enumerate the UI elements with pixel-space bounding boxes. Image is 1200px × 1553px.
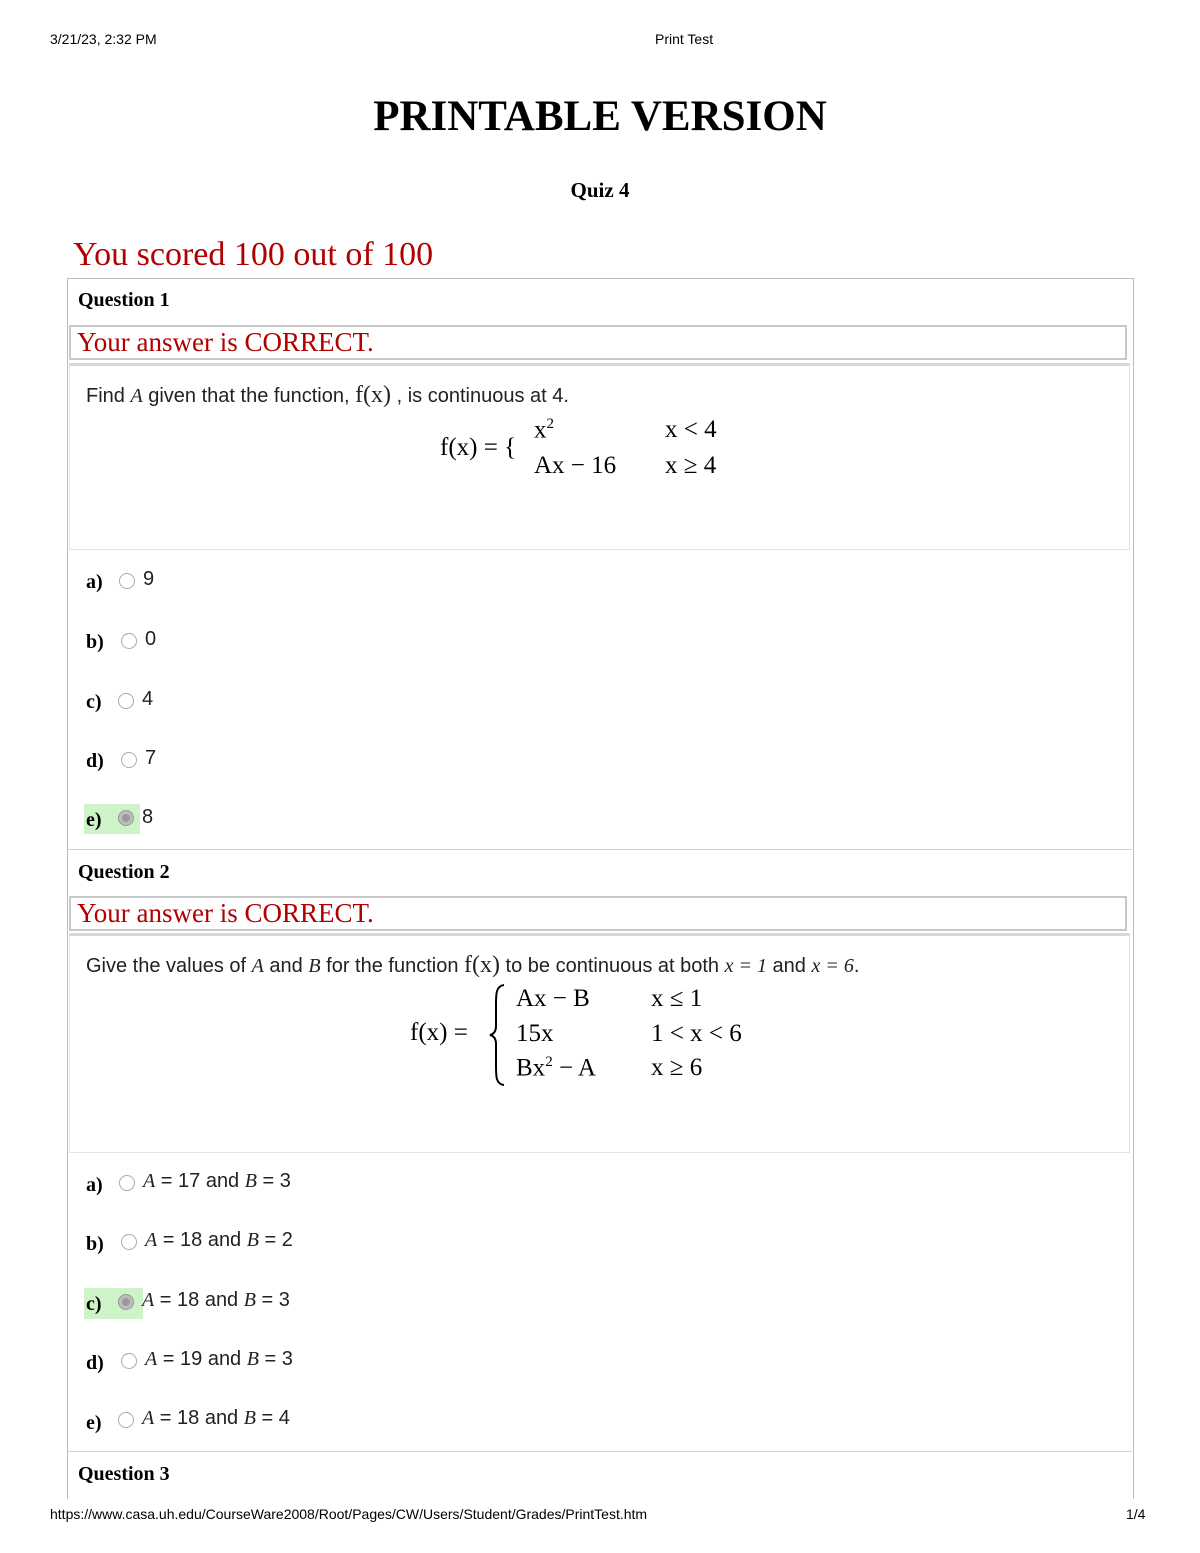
question-1-formula-lhs: f(x) = { [440, 434, 517, 461]
question-1-case-1-cond: x < 4 [665, 416, 717, 443]
q1-option-b-text: 0 [145, 628, 157, 650]
print-page-title: Print Test [655, 31, 714, 47]
page-title: PRINTABLE VERSION [373, 93, 827, 140]
print-page-number: 1/4 [1126, 1506, 1146, 1522]
q1-option-c-radio[interactable] [118, 693, 134, 709]
question-2-case-3-cond: x ≥ 6 [651, 1054, 703, 1081]
question-2-case-1-cond: x ≤ 1 [651, 985, 703, 1012]
q1-option-e-radio[interactable] [118, 810, 134, 826]
q2-option-a-radio[interactable] [119, 1175, 135, 1191]
q1-option-d-text: 7 [145, 747, 157, 769]
q2-option-e-text: A = 18 and B = 4 [142, 1407, 290, 1429]
q2-option-c-radio[interactable] [118, 1294, 134, 1310]
left-brace-icon [487, 982, 509, 1088]
question-2-case-3-expr: $Bx^2 - A$ [516, 1054, 596, 1082]
q2-option-e-radio[interactable] [118, 1412, 134, 1428]
question-1-case-2-expr: Ax − 16 [534, 452, 617, 479]
q1-option-c-letter: c) [86, 691, 102, 713]
q2-option-b-text: A = 18 and B = 2 [145, 1229, 293, 1251]
q1-option-e-text: 8 [142, 806, 154, 828]
print-datetime: 3/21/23, 2:32 PM [50, 31, 157, 47]
q1-option-a-text: 9 [143, 568, 155, 590]
q2-option-d-letter: d) [86, 1352, 104, 1374]
question-1-stem: Find A given that the function, f(x) , is continuous at 4. [86, 382, 569, 408]
question-divider [68, 1451, 1132, 1452]
question-1-title: Question 1 [78, 289, 170, 311]
q2-option-c-letter: c) [86, 1293, 102, 1315]
question-divider [68, 849, 1132, 850]
question-3-title: Question 3 [78, 1463, 170, 1485]
question-1-case-1-expr: $x^2$ [534, 416, 554, 444]
q1-option-b-radio[interactable] [121, 633, 137, 649]
q1-option-d-letter: d) [86, 750, 104, 772]
print-url: https://www.casa.uh.edu/CourseWare2008/Root/Pages/CW/Users/Student/Grades/PrintTest.htm [50, 1506, 648, 1522]
score-text: You scored 100 out of 100 [73, 236, 434, 273]
q1-option-a-radio[interactable] [119, 573, 135, 589]
question-2-case-2-cond: 1 < x < 6 [651, 1020, 742, 1047]
q2-option-d-radio[interactable] [121, 1353, 137, 1369]
q1-option-b-letter: b) [86, 631, 104, 653]
q2-option-d-text: A = 19 and B = 3 [145, 1348, 293, 1370]
q2-option-b-radio[interactable] [121, 1234, 137, 1250]
q2-option-b-letter: b) [86, 1233, 104, 1255]
q2-option-a-text: A = 17 and B = 3 [143, 1170, 291, 1192]
question-2-case-1-expr: Ax − B [516, 985, 590, 1012]
q2-option-a-letter: a) [86, 1174, 103, 1196]
question-1-case-2-cond: x ≥ 4 [665, 452, 717, 479]
q1-option-d-radio[interactable] [121, 752, 137, 768]
question-2-stem: Give the values of A and B for the function f(x) to be continuous at both x = 1 and x = 6. [86, 952, 860, 978]
question-2-formula-lhs: f(x) = [410, 1019, 468, 1046]
quiz-name: Quiz 4 [570, 178, 630, 202]
q2-option-e-letter: e) [86, 1412, 102, 1434]
question-2-case-2-expr: 15x [516, 1020, 554, 1047]
q1-option-c-text: 4 [142, 688, 154, 710]
question-1-result: Your answer is CORRECT. [69, 325, 1127, 360]
q1-option-e-letter: e) [86, 809, 102, 831]
question-2-title: Question 2 [78, 861, 170, 883]
q1-option-a-letter: a) [86, 571, 103, 593]
q2-option-c-text: A = 18 and B = 3 [142, 1289, 290, 1311]
question-2-result: Your answer is CORRECT. [69, 896, 1127, 931]
